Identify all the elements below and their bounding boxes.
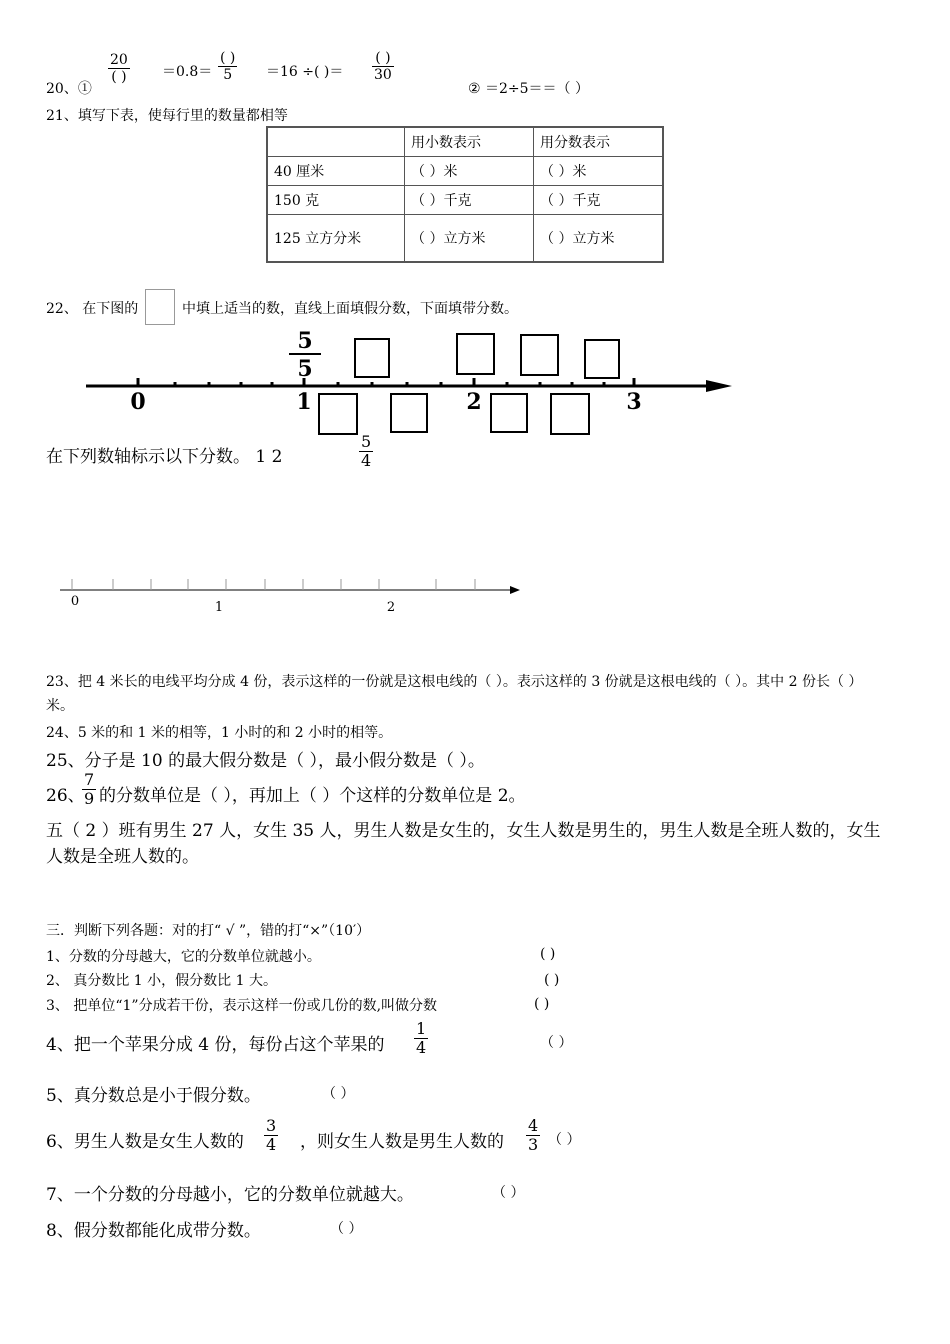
judge-1: 1、分数的分母越大，它的分数单位就越小。 [46,949,321,965]
q26-text: 的分数单位是（ ），再加上（ ）个这样的分数单位是 2。 [99,786,526,806]
given-fraction-5-5 [289,328,321,382]
q23-text: 23、把 4 米长的电线平均分成 4 份，表示这样的一份就是这根电线的（ ）。表示这样的 3 份就是这根电线的（ ）。其中 2 份长（ ）米。 [46,674,863,714]
axis-arrow [510,586,520,594]
q20-fraction-1: 20 ( ) [110,52,128,85]
axis2-label-2: 2 [386,600,396,615]
conversion-table [266,126,664,263]
section3-title: 三．判断下列各题：对的打“ √ ”，错的打“×”（10′） [46,923,371,939]
judge-6-fraction-2: $\frac{4}{3}$ [528,1116,539,1154]
axis2-label-1: 1 [214,600,224,615]
judge-5-paren[interactable]: （ ） [322,1086,355,1102]
judge-6a: 6、男生人数是女生人数的 [46,1132,244,1152]
table-header-row: 用小数表示 用分数表示 [267,127,663,157]
judge-1-paren[interactable]: ( ) [540,946,556,962]
q22-title-pre: 22、 在下图的 [46,301,139,317]
axis-label-0: 0 [130,389,146,415]
judge-3: 3、 把单位“1”分成若干份，表示这样一份或几份的数,叫做分数 [46,998,438,1014]
q22-sub-fraction: $\frac{5}{4}$ [361,432,372,470]
table-row: 125 立方分米 （ ）立方米 （ ）立方米 [267,215,663,263]
judge-3-paren[interactable]: ( ) [534,996,550,1012]
number-line-2 [0,570,950,620]
answer-box-above[interactable] [584,339,620,379]
q27-text: 五（ 2 ）班有男生 27 人，女生 35 人，男生人数是女生的，女生人数是男生的，男生人数是全班人数的，女生人数是全班人数的。 [46,821,881,867]
judge-8: 8、假分数都能化成带分数。 [46,1221,261,1241]
svg-text:5: 5 [297,328,313,354]
judge-6-paren[interactable]: （ ） [548,1132,581,1148]
judge-6b: ，则女生人数是男生人数的 [300,1132,504,1152]
answer-box-below[interactable] [390,393,428,433]
answer-box-below[interactable] [490,393,528,433]
q26-label: 26、 [46,786,85,806]
q20-label: 20、① [46,81,92,97]
answer-box-below[interactable] [550,393,590,435]
table-row: 40 厘米 （ ）米 （ ）米 [267,157,663,186]
q26-fraction: $\frac{7}{9}$ [84,770,95,808]
judge-2-paren[interactable]: ( ) [544,972,560,988]
judge-4-fraction: $\frac{1}{4}$ [416,1019,427,1057]
judge-7-paren[interactable]: （ ） [492,1185,525,1201]
q20-eq2: ＝16 ÷( )＝ [266,64,344,80]
judge-6-fraction-1: $\frac{3}{4}$ [266,1116,277,1154]
answer-box-above[interactable] [456,333,495,375]
judge-7: 7、一个分数的分母越小，它的分数单位就越大。 [46,1185,414,1205]
q22-sub-title: 在下列数轴标示以下分数。 1 2 [46,447,283,467]
judge-8-paren[interactable]: （ ） [330,1221,363,1237]
q25-text: 25、分子是 10 的最大假分数是（ ），最小假分数是（ ）。 [46,751,485,771]
axis-label-2: 2 [466,389,482,415]
answer-box-above[interactable] [354,338,390,378]
judge-4-paren[interactable]: （ ） [540,1035,573,1051]
q21-title: 21、填写下表，使每行里的数量都相等 [46,108,288,124]
q20-fraction-2: ( ) 5 [220,50,236,83]
axis-arrow [706,380,732,392]
axis-label-3: 3 [626,389,642,415]
judge-5: 5、真分数总是小于假分数。 [46,1086,261,1106]
svg-text:5: 5 [297,356,313,382]
axis-label-1: 1 [296,389,312,415]
q20-eq1: ＝0.8＝ [162,64,213,80]
axis2-label-0: 0 [70,594,80,609]
judge-4: 4、把一个苹果分成 4 份，每份占这个苹果的 [46,1035,385,1055]
answer-box-above[interactable] [520,334,559,376]
q22-title-post: 中填上适当的数，直线上面填假分数，下面填带分数。 [182,301,518,317]
judge-2: 2、 真分数比 1 小，假分数比 1 大。 [46,973,277,989]
q20-part2: ② ＝2÷5＝＝（ ） [468,81,589,97]
q20-fraction-3: ( ) 30 [374,50,392,83]
q24-text: 24、5 米的和 1 米的相等，1 小时的和 2 小时的相等。 [46,725,393,741]
table-row: 150 克 （ ）千克 （ ）千克 [267,186,663,215]
axis-ticks [72,579,475,590]
answer-box-below[interactable] [318,393,358,435]
